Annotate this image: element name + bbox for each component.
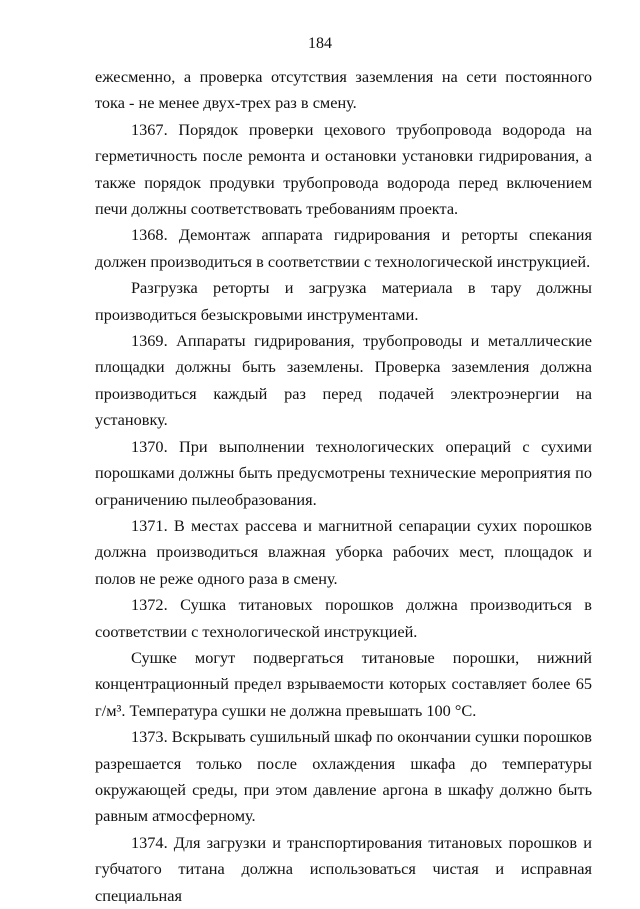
body-text [95,64,592,909]
paragraph-unloading: Разгрузка реторты и загрузка материала в тару должны производиться безыскровыми инструментами. [95,278,592,324]
paragraph-1371: 1371. В местах рассева и магнитной сепарации сухих порошков должна производиться влажная уборка рабочих мест, площадок и полов не реже одного раза в смену. [95,515,592,588]
paragraph-1370: 1370. При выполнении технологических операций с сухими порошками должны быть предусмотрены технические мероприятия по ограничению пылеобразования. [95,436,592,509]
paragraph-drying: Сушке могут подвергаться титановые порошки, нижний концентрационный предел взрываемости которых составляет более 65 г/м³. Температура сушки не должна превышать 100 °С. [95,647,592,720]
paragraph-1374: 1374. Для загрузки и транспортирования титановых порошков и губчатого титана должна использоваться чистая и исправная специальная [95,832,592,905]
paragraph-1368: 1368. Демонтаж аппарата гидрирования и реторты спекания должен производиться в соответствии с технологической инструкцией. [95,225,592,271]
paragraph-1367: 1367. Порядок проверки цехового трубопровода водорода на герметичность после ремонта и остановки установки гидрирования, а также порядок продувки трубопровода водорода перед включением печи должны соответствовать требованиям проекта. [95,119,592,219]
paragraph-1373: 1373. Вскрывать сушильный шкаф по окончании сушки порошков разрешается только после охлаждения шкафа до температуры окружающей среды, при этом давление аргона в шкафу должно быть равным атмосферному. [95,727,592,826]
paragraph-1372: 1372. Сушка титановых порошков должна производиться в соответствии с технологической инструкцией. [95,595,592,641]
page-number: 184 [308,35,332,52]
paragraph-1369: 1369. Аппараты гидрирования, трубопроводы и металлические площадки должны быть заземлены. Проверка заземления должна производиться каждый раз перед подачей электроэнергии на установку. [95,331,592,430]
paragraph-continuation: ежесменно, а проверка отсутствия заземления на сети постоянного тока - не менее двух-трех раз в смену. [95,67,592,113]
